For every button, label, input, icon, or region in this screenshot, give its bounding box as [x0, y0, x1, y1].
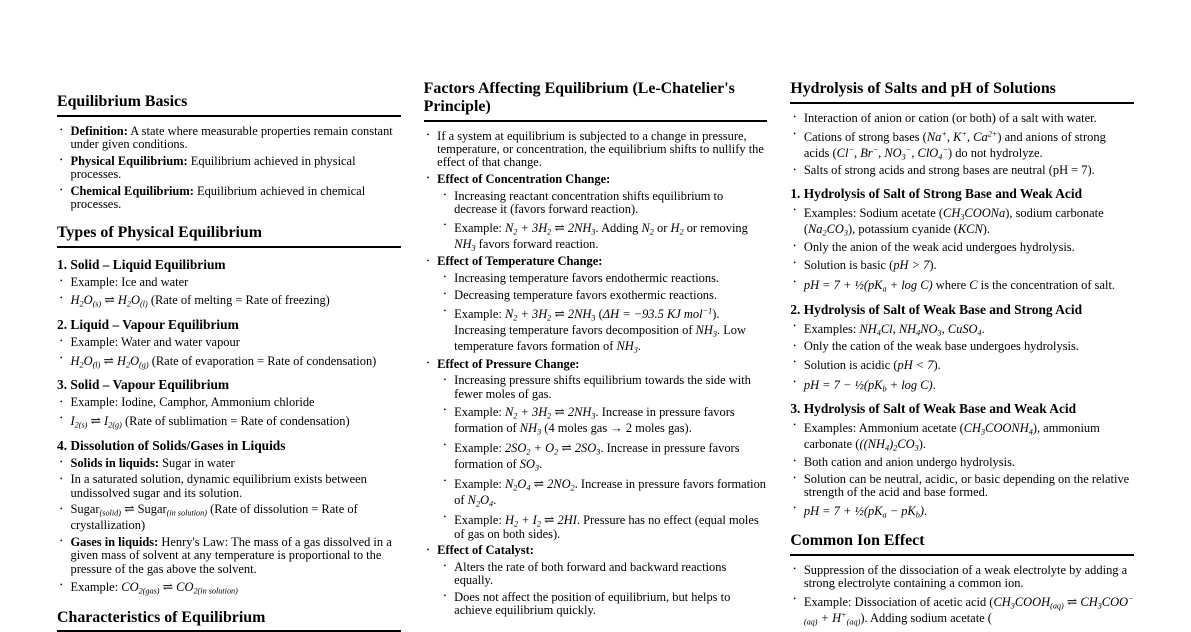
sub-bullet-list — [441, 272, 768, 354]
list-item — [57, 353, 401, 369]
list-item — [57, 155, 401, 182]
section-title: Hydrolysis of Salts and pH of Solutions — [790, 80, 1056, 97]
subsection-title: 1. Hydrolysis of Salt of Strong Base and Weak Acid — [790, 186, 1083, 202]
list-item — [790, 473, 1134, 500]
column-right — [790, 80, 1134, 626]
bullet-icon: • — [793, 341, 796, 350]
list-item-text: Example: Water and water vapour — [70, 334, 240, 349]
list-item-text: $I_{2(s)}$ ⇌ $I_{2(g)}$ (Rate of sublimation = Rate of condensation) — [70, 413, 350, 430]
bullet-icon: • — [60, 353, 63, 362]
bullet-icon: • — [443, 190, 447, 199]
bullet-icon: • — [443, 375, 447, 384]
list-item-text: Cations of strong bases (Na+, K+, $Ca^{2+}$) and anions of strong acids (Cl−, Br−, $NO_3^-$, ClO$_4$−) do not hydrolyze. — [803, 129, 1106, 162]
list-item — [790, 340, 1134, 353]
bullet-icon: • — [426, 358, 430, 367]
list-item — [790, 205, 1134, 237]
bullet-list — [57, 336, 401, 369]
list-item — [790, 257, 1134, 273]
list-item — [790, 377, 1134, 393]
bullet-list — [790, 420, 1134, 519]
list-item-text: pH = $7 + \frac{1}{2}(pK_a + \log C)$ where C is the concentration of salt. — [803, 278, 1116, 294]
bullet-icon: • — [793, 278, 796, 287]
list-item-text: Chemical Equilibrium: Equilibrium achieved in chemical processes. — [70, 183, 366, 212]
bullet-icon: • — [793, 421, 796, 430]
sub-list-item — [441, 404, 768, 436]
bullet-icon: • — [443, 562, 447, 571]
section-title: Equilibrium Basics — [57, 93, 188, 110]
list-item-text: If a system at equilibrium is subjected to a change in pressure, temperature, or concentration, the equilibrium shifts to nullify the effect of that change. — [437, 128, 764, 170]
bullet-list — [790, 205, 1134, 293]
list-item-text: Example: $N_2 + 3H_2$ ⇌ $2NH_3$ (ΔH = −93.5 KJ mol$^{-1}$). Increasing temperature favors decomposition of $NH_3$. Low temperature favors formation of $NH_3$. — [454, 306, 747, 355]
list-item — [790, 321, 1134, 337]
section-title: Factors Affecting Equilibrium (Le-Chatelier's Principle) — [423, 80, 735, 115]
list-item — [790, 129, 1134, 161]
section-rule — [790, 102, 1134, 104]
bullet-icon: • — [60, 276, 63, 285]
sub-list-item — [441, 476, 768, 508]
section-title: Common Ion Effect — [790, 531, 925, 549]
list-item-text: Only the cation of the weak base undergoes hydrolysis. — [803, 339, 1079, 354]
bullet-icon: • — [60, 504, 63, 513]
sub-list-item — [441, 512, 768, 542]
list-item-text: Example: $N_2 + 3H_2$ ⇌ $2NH_3$. Adding $N_2$ or $H_2$ or removing $NH_3$ favors forward reaction. — [454, 220, 748, 253]
bullet-icon: • — [443, 592, 447, 601]
bullet-icon: • — [60, 186, 63, 195]
list-item — [424, 173, 768, 252]
bullet-icon: • — [60, 537, 63, 546]
bullet-list — [424, 130, 768, 618]
bullet-icon: • — [60, 397, 63, 406]
list-item-text: Example: Dissociation of acetic acid ($CH_3COOH_{(aq)}$ ⇌ $CH_3COO^-_{(aq)} + H^+_{(aq)}$). Adding sodium acetate ( — [803, 594, 1134, 627]
list-item-text: Interaction of anion or cation (or both) of a salt with water. — [803, 110, 1097, 125]
sub-list-item — [441, 190, 768, 217]
list-item — [424, 544, 768, 617]
list-item-text: Solution is acidic (pH < 7). — [803, 357, 941, 372]
bullet-list — [57, 125, 401, 212]
list-item — [57, 536, 401, 576]
list-item — [424, 255, 768, 354]
bullet-icon: • — [793, 358, 796, 367]
list-item — [790, 456, 1134, 469]
list-item-text: pH = $7 - \frac{1}{2}(pK_b + \log C)$. — [803, 377, 936, 393]
list-item — [57, 276, 401, 289]
bullet-list — [790, 112, 1134, 178]
bullet-icon: • — [60, 414, 63, 423]
bullet-icon: • — [443, 405, 447, 414]
column-left — [57, 80, 401, 626]
list-item — [790, 503, 1134, 519]
bullet-icon: • — [793, 206, 796, 215]
bullet-icon: • — [443, 220, 447, 229]
subsection-title: 2. Liquid – Vapour Equilibrium — [57, 317, 239, 333]
bullet-icon: • — [60, 337, 63, 346]
list-item-text: Effect of Catalyst: — [437, 543, 534, 558]
list-item-text: Suppression of the dissociation of a weak electrolyte by adding a strong electrolyte containing a common ion. — [803, 562, 1128, 590]
bullet-icon: • — [793, 503, 796, 512]
section-title: Types of Physical Equilibrium — [57, 224, 262, 242]
bullet-list — [57, 276, 401, 309]
list-item-text: In a saturated solution, dynamic equilibrium exists between undissolved sugar and its solution. — [70, 472, 367, 500]
list-item — [57, 473, 401, 500]
bullet-icon: • — [443, 512, 447, 521]
list-item-text: Examples: Ammonium acetate $(CH_3COONH_4)$, ammonium carbonate ($((NH_4)_2CO_3)$. — [803, 421, 1100, 453]
list-item-text: Solution is basic (pH > 7). — [803, 258, 937, 273]
list-item — [790, 594, 1134, 626]
list-item-text: Solids in liquids: Sugar in water — [70, 455, 235, 470]
list-item — [424, 130, 768, 170]
list-item-text: Example: $N_2 + 3H_2$ ⇌ $2NH_3$. Increase in pressure favors formation of $NH_3$ (4 moles gas → 2 moles gas). — [454, 405, 735, 437]
bullet-list — [57, 396, 401, 429]
list-item — [57, 413, 401, 429]
list-item-text: Effect of Concentration Change: — [437, 171, 611, 186]
bullet-icon: • — [793, 473, 796, 482]
bullet-icon: • — [60, 156, 63, 165]
subsection-title: 3. Hydrolysis of Salt of Weak Base and Weak Acid — [790, 401, 1077, 417]
bullet-icon: • — [443, 306, 447, 315]
list-item-text: Example: Ice and water — [70, 274, 189, 289]
list-item — [424, 358, 768, 542]
list-item-text: $H_2O_{(l)}$ ⇌ $H_2O_{(g)}$ (Rate of evaporation = Rate of condensation) — [70, 353, 377, 370]
list-item-text: Gases in liquids: Henry's Law: The mass of a gas dissolved in a given mass of solvent at any temperature is proportional to the pressure of the gas above the solvent. — [70, 535, 392, 576]
list-item — [57, 579, 401, 595]
section-rule — [57, 115, 401, 117]
column-middle — [424, 80, 768, 626]
list-item-text: Example: $H_2 + I_2$ ⇌ 2HI. Pressure has no effect (equal moles of gas on both sides). — [454, 512, 759, 541]
bullet-icon: • — [793, 258, 796, 267]
sub-list-item — [441, 440, 768, 472]
bullet-icon: • — [793, 457, 796, 466]
bullet-list — [790, 321, 1134, 393]
section-rule — [57, 246, 401, 248]
sub-list-item — [441, 306, 768, 355]
list-item-text: pH = $7 + \frac{1}{2}(pK_a - pK_b)$. — [803, 503, 928, 520]
list-item-text: Example: $CO_{2(gas)}$ ⇌ $CO_{2(in solution)}$ — [70, 580, 238, 596]
list-item-text: Does not affect the position of equilibrium, but helps to achieve equilibrium quickly. — [454, 590, 731, 618]
sub-list-item — [441, 220, 768, 252]
sub-list-item — [441, 289, 768, 302]
list-item — [790, 357, 1134, 373]
list-item — [57, 396, 401, 409]
bullet-icon: • — [793, 594, 796, 603]
bullet-icon: • — [443, 290, 447, 299]
sub-bullet-list — [441, 374, 768, 541]
bullet-icon: • — [793, 129, 796, 138]
list-item — [57, 457, 401, 470]
bullet-icon: • — [60, 474, 63, 483]
bullet-icon: • — [426, 130, 430, 139]
list-item — [790, 277, 1134, 293]
bullet-icon: • — [60, 580, 63, 589]
list-item-text: Salts of strong acids and strong bases are neutral (pH = 7). — [803, 163, 1095, 178]
bullet-icon: • — [793, 113, 796, 122]
bullet-icon: • — [443, 477, 447, 486]
bullet-icon: • — [443, 441, 447, 450]
list-item-text: Increasing pressure shifts equilibrium towards the side with fewer moles of gas. — [454, 373, 751, 401]
sub-bullet-list — [441, 561, 768, 618]
sub-list-item — [441, 374, 768, 401]
list-item-text: Solution can be neutral, acidic, or basic depending on the relative strength of the acid and base formed. — [803, 471, 1130, 499]
list-item-text: Example: $N_2O_4$ ⇌ $2NO_2$. Increase in pressure favors formation of $N_2O_4$. — [454, 476, 767, 509]
bullet-icon: • — [793, 242, 796, 251]
list-item-text: Example: Iodine, Camphor, Ammonium chloride — [70, 395, 315, 410]
list-item — [790, 241, 1134, 254]
list-item-text: $H_2O_{(s)}$ ⇌ $H_2O_{(l)}$ (Rate of melting = Rate of freezing) — [70, 293, 330, 309]
subsection-title: 4. Dissolution of Solids/Gases in Liquids — [57, 437, 286, 453]
section-rule — [424, 120, 768, 122]
bullet-icon: • — [426, 174, 430, 183]
list-item-text: Examples: $NH_4Cl$, $NH_4NO_3$, CuSO$_4$. — [803, 321, 985, 338]
list-item-text: Example: $2SO_2 + O_2$ ⇌ $2SO_3$. Increase in pressure favors formation of $SO_3$. — [454, 440, 740, 473]
list-item — [790, 420, 1134, 452]
list-item-text: Effect of Temperature Change: — [437, 254, 603, 269]
bullet-icon: • — [443, 273, 447, 282]
bullet-icon: • — [426, 256, 430, 265]
section-title: Characteristics of Equilibrium — [57, 608, 266, 626]
list-item — [790, 164, 1134, 177]
bullet-icon: • — [60, 126, 63, 135]
list-item-text: Physical Equilibrium: Equilibrium achieved in physical processes. — [70, 153, 356, 182]
sub-list-item — [441, 561, 768, 588]
bullet-icon: • — [793, 377, 796, 386]
list-item — [57, 292, 401, 308]
list-item — [790, 112, 1134, 125]
bullet-icon: • — [793, 564, 796, 573]
list-item-text: Increasing temperature favors endothermic reactions. — [454, 271, 720, 286]
bullet-icon: • — [60, 457, 63, 466]
sub-list-item — [441, 591, 768, 618]
list-item-text: Decreasing temperature favors exothermic reactions. — [454, 287, 717, 302]
list-item-text: Increasing reactant concentration shifts equilibrium to decrease it (favors forward reaction). — [454, 188, 724, 216]
list-item — [790, 564, 1134, 591]
sub-list-item — [441, 272, 768, 285]
bullet-icon: • — [793, 165, 796, 174]
subsection-title: 2. Hydrolysis of Salt of Weak Base and Strong Acid — [790, 301, 1083, 317]
bullet-icon: • — [60, 293, 63, 302]
bullet-icon: • — [426, 545, 430, 554]
bullet-list — [790, 564, 1134, 626]
list-item-text: Sugar$_{(solid)}$ ⇌ Sugar$_{(in solution)}$ (Rate of dissolution = Rate of crystallization) — [70, 502, 358, 533]
bullet-list — [57, 457, 401, 596]
list-item-text: Effect of Pressure Change: — [437, 356, 580, 371]
list-item-text: Both cation and anion undergo hydrolysis. — [803, 454, 1016, 469]
list-item-text: Only the anion of the weak acid undergoes hydrolysis. — [803, 239, 1075, 254]
list-item-text: Definition: A state where measurable properties remain constant under given conditions. — [70, 123, 393, 152]
subsection-title: 1. Solid – Liquid Equilibrium — [57, 256, 226, 272]
list-item — [57, 336, 401, 349]
list-item-text: Examples: Sodium acetate $(CH_3COONa)$, sodium carbonate $(Na_2CO_3)$, potassium cyanide (KCN). — [803, 206, 1104, 238]
subsection-title: 3. Solid – Vapour Equilibrium — [57, 377, 230, 393]
list-item — [57, 503, 401, 532]
list-item — [57, 185, 401, 212]
section-rule — [790, 554, 1134, 556]
list-item — [57, 125, 401, 152]
sub-bullet-list — [441, 190, 768, 252]
bullet-icon: • — [793, 321, 796, 330]
list-item-text: Alters the rate of both forward and backward reactions equally. — [454, 560, 727, 588]
